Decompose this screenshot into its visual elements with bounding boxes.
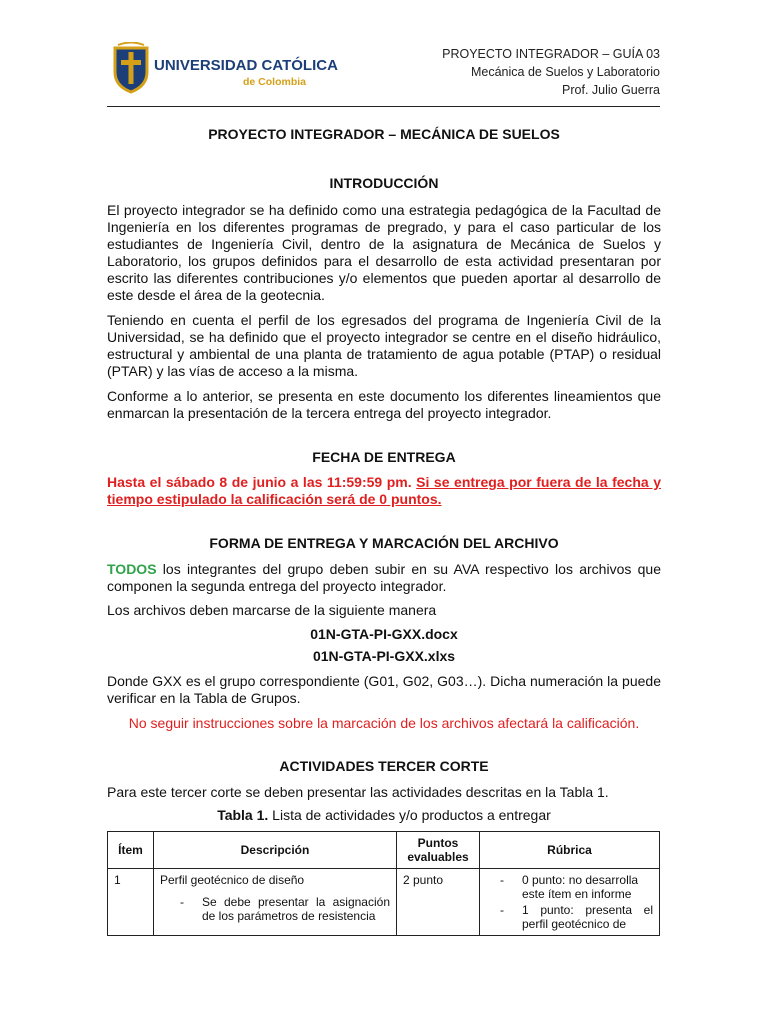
row-description [154,869,397,936]
row-points: 2 punto [397,869,480,936]
table-row [108,869,660,936]
forma-paragraph-2: Los archivos deben marcarse de la siguiente manera [107,602,437,618]
table-header-row [108,832,660,869]
header-course: Mecánica de Suelos y Laboratorio [470,65,660,79]
row-description-title: Perfil geotécnico de diseño [160,873,305,887]
header-rubric: Rúbrica [480,832,660,869]
table-caption [107,807,661,824]
actividades-heading: ACTIVIDADES TERCER CORTE [279,758,489,774]
header-points: Puntos evaluables [397,832,480,869]
marking-warning: No seguir instrucciones sobre la marcación de los archivos afectará la calificación. [128,715,640,731]
header-info [442,45,660,99]
rubric-text: 1 punto: presenta el perfil geotécnico de [522,903,653,931]
file-name-docx: 01N-GTA-PI-GXX.docx [310,626,458,642]
university-subtitle: de Colombia [243,76,307,88]
header-item: Ítem [108,832,154,869]
rubric-dash: - [500,903,504,917]
rubric-text: 0 punto: no desarrolla este ítem en informe [522,873,639,901]
actividades-paragraph: Para este tercer corte se deben presentar las actividades descritas en la Tabla 1. [107,784,609,800]
row-rubric [480,869,660,936]
shield-logo-icon [112,42,150,94]
table-caption-text: Lista de actividades y/o productos a entregar [268,807,551,823]
activities-table [107,831,660,936]
deadline-date: Hasta el sábado 8 de junio a las 11:59:59 pm. [107,474,412,490]
deadline-penalty: Si se entrega por fuera de la fecha y tiempo estipulado la calificación será de 0 puntos. [107,474,661,507]
intro-paragraph-2: Teniendo en cuenta el perfil de los egresados del programa de Ingeniería Civil de la Universidad, se ha definido que el proyecto integrador se centre en el diseño hidráulico, estructural y ambiental de una planta de tratamiento de agua potable (PTAP) o residual (PTAR) y las vías de acceso a la misma. [107,312,661,379]
forma-paragraph-1 [107,561,661,595]
forma-paragraph-1-text: los integrantes del grupo deben subir en su AVA respectivo los archivos que componen la segunda entrega del proyecto integrador. [107,561,661,594]
forma-paragraph-3: Donde GXX es el grupo correspondiente (G01, G02, G03…). Dicha numeración la puede verificar en la Tabla de Grupos. [107,673,661,706]
intro-paragraph-1: El proyecto integrador se ha definido como una estrategia pedagógica de la Facultad de Ingeniería en los diferentes programas de pregrado, y para el caso particular de los estudiantes de Ingeniería Civil, dentro de la asignatura de Mecánica de Suelos y Laboratorio, los grupos definidos para el desarrollo de esta actividad presentaran por escrito las diferentes contribuciones y/o elementos que pueden aportar al desarrollo de este desde el área de la geotecnia. [107,202,661,303]
bullet-text: Se debe presentar la asignación de los parámetros de resistencia [202,895,390,923]
table-caption-label: Tabla 1. [217,807,269,823]
bullet-dash: - [180,895,184,909]
university-logo [112,42,338,94]
todos-label: TODOS [107,561,157,577]
document-title: PROYECTO INTEGRADOR – MECÁNICA DE SUELOS [208,126,560,142]
fecha-heading: FECHA DE ENTREGA [312,449,456,465]
document-body [107,122,661,936]
university-name: UNIVERSIDAD CATÓLICA [154,57,338,74]
deadline-text [107,474,661,508]
header-professor: Prof. Julio Guerra [562,83,660,97]
row-item: 1 [108,869,154,936]
header-description: Descripción [154,832,397,869]
header-guide: PROYECTO INTEGRADOR – GUÍA 03 [442,47,660,61]
rubric-item [500,873,653,901]
forma-heading: FORMA DE ENTREGA Y MARCACIÓN DEL ARCHIVO [209,535,559,551]
row-description-bullet [160,895,390,923]
file-name-xlsx: 01N-GTA-PI-GXX.xlxs [312,648,456,664]
intro-heading: INTRODUCCIÓN [329,175,439,191]
page-header [107,40,660,107]
rubric-item [500,903,653,931]
intro-paragraph-3: Conforme a lo anterior, se presenta en este documento los diferentes lineamientos que enmarcan la presentación de la tercera entrega del proyecto integrador. [107,388,661,421]
rubric-dash: - [500,873,504,887]
